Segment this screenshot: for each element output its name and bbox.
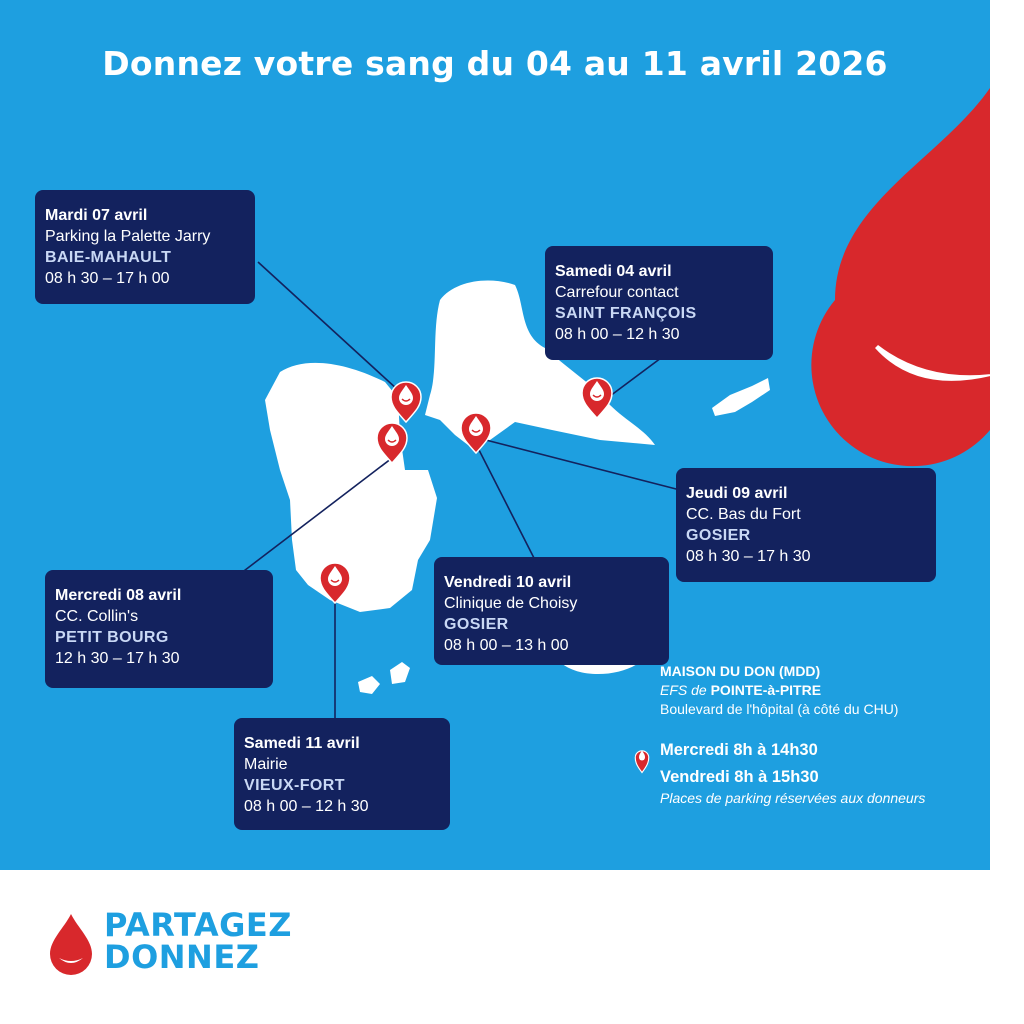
event-place: Mairie bbox=[244, 756, 288, 773]
event-hours: 08 h 00 – 12 h 30 bbox=[244, 798, 369, 815]
mdd-info bbox=[660, 662, 898, 719]
mdd-title: MAISON DU DON (MDD) bbox=[660, 663, 821, 679]
event-hours: 12 h 30 – 17 h 30 bbox=[55, 650, 180, 667]
page-title: Donnez votre sang du 04 au 11 avril 2026 bbox=[102, 44, 888, 83]
event-card-gosier-bas-du-fort[interactable] bbox=[676, 468, 936, 582]
mdd-hours bbox=[660, 737, 819, 791]
event-city: GOSIER bbox=[444, 616, 509, 633]
event-place: CC. Collin's bbox=[55, 608, 139, 625]
event-day: Samedi 11 avril bbox=[244, 735, 360, 752]
large-blood-drop-icon bbox=[811, 88, 990, 466]
mdd-hours-wednesday: Mercredi 8h à 14h30 bbox=[660, 741, 818, 759]
event-card-saint-francois[interactable] bbox=[545, 246, 773, 360]
event-place: Parking la Palette Jarry bbox=[45, 228, 211, 245]
parking-note: Places de parking réservées aux donneurs bbox=[660, 790, 926, 806]
logo-line-2: DONNEZ bbox=[104, 938, 260, 976]
event-day: Mercredi 08 avril bbox=[55, 587, 182, 604]
event-place: Carrefour contact bbox=[555, 284, 679, 301]
event-day: Mardi 07 avril bbox=[45, 207, 148, 224]
event-place: CC. Bas du Fort bbox=[686, 506, 801, 523]
event-hours: 08 h 00 – 13 h 00 bbox=[444, 637, 569, 654]
la-desirade-island bbox=[712, 378, 770, 416]
event-card-vieux-fort[interactable] bbox=[234, 718, 450, 830]
mdd-city: POINTE-à-PITRE bbox=[710, 682, 822, 698]
mdd-efs-de: de bbox=[687, 682, 711, 698]
event-card-petit-bourg[interactable] bbox=[45, 570, 273, 688]
event-city: SAINT FRANÇOIS bbox=[555, 305, 697, 322]
logo-text bbox=[104, 906, 292, 976]
mdd-efs: EFS bbox=[660, 682, 688, 698]
event-city: VIEUX-FORT bbox=[244, 777, 345, 794]
event-city: BAIE-MAHAULT bbox=[45, 249, 172, 266]
event-card-baie-mahault[interactable] bbox=[35, 190, 255, 304]
logo-line-1: PARTAGEZ bbox=[104, 906, 292, 944]
event-hours: 08 h 30 – 17 h 30 bbox=[686, 548, 811, 565]
event-city: GOSIER bbox=[686, 527, 751, 544]
event-day: Vendredi 10 avril bbox=[444, 574, 572, 591]
event-hours: 08 h 30 – 17 h 00 bbox=[45, 270, 170, 287]
mdd-efs-line bbox=[660, 681, 898, 700]
mdd-address: Boulevard de l'hôpital (à côté du CHU) bbox=[660, 701, 899, 717]
logo-blood-drop-icon bbox=[48, 912, 94, 978]
event-day: Samedi 04 avril bbox=[555, 263, 672, 280]
event-place: Clinique de Choisy bbox=[444, 595, 578, 612]
map-pin-gosier-icon[interactable] bbox=[461, 413, 491, 453]
event-hours: 08 h 00 – 12 h 30 bbox=[555, 326, 680, 343]
event-day: Jeudi 09 avril bbox=[686, 485, 788, 502]
mdd-map-pin-icon bbox=[632, 744, 652, 774]
event-city: PETIT BOURG bbox=[55, 629, 169, 646]
mdd-hours-friday: Vendredi 8h à 15h30 bbox=[660, 768, 819, 786]
les-saintes-island bbox=[358, 662, 410, 694]
event-card-gosier-choisy[interactable] bbox=[434, 557, 669, 665]
